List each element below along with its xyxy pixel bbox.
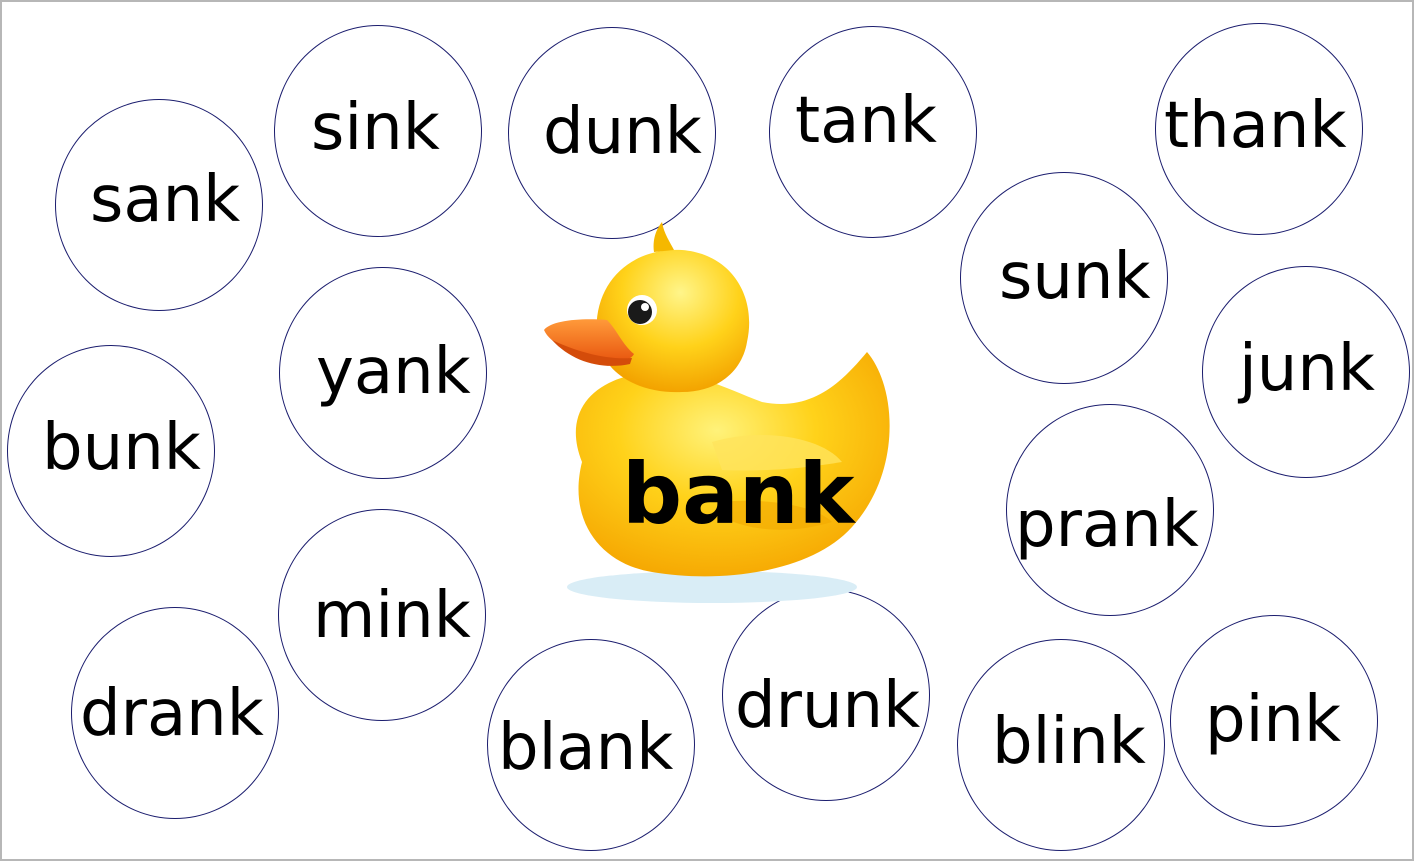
word-circle-bunk[interactable] <box>7 345 215 557</box>
word-label: dunk <box>543 95 702 169</box>
word-label: sink <box>311 91 440 165</box>
center-word: bank <box>622 445 855 543</box>
word-label: yank <box>316 335 471 409</box>
word-circle-thank[interactable] <box>1155 23 1363 235</box>
word-circle-pink[interactable] <box>1170 615 1378 827</box>
word-label: thank <box>1164 89 1347 163</box>
word-circle-tank[interactable] <box>769 26 977 238</box>
word-label: sunk <box>999 240 1151 314</box>
word-circle-prank[interactable] <box>1006 404 1214 616</box>
rubber-duck-icon <box>522 212 922 612</box>
word-label: junk <box>1239 332 1375 406</box>
word-circle-dunk[interactable] <box>508 27 716 239</box>
word-label: mink <box>313 579 471 653</box>
word-circle-yank[interactable] <box>279 267 487 479</box>
word-label: prank <box>1015 488 1199 562</box>
word-label: bunk <box>42 411 201 485</box>
word-label: pink <box>1205 683 1342 757</box>
word-label: blink <box>992 705 1146 779</box>
word-circle-blank[interactable] <box>487 639 695 851</box>
word-label: tank <box>795 84 937 158</box>
word-circle-junk[interactable] <box>1202 266 1410 478</box>
word-circle-sink[interactable] <box>274 25 482 237</box>
word-label: drunk <box>735 669 921 743</box>
word-circle-drank[interactable] <box>71 607 279 819</box>
word-circle-sunk[interactable] <box>960 172 1168 384</box>
word-label: blank <box>498 711 674 785</box>
word-circle-mink[interactable] <box>278 509 486 721</box>
word-label: sank <box>90 163 241 237</box>
word-circle-sank[interactable] <box>55 99 263 311</box>
word-circle-drunk[interactable] <box>722 589 930 801</box>
word-circle-blink[interactable] <box>957 639 1165 851</box>
word-label: drank <box>80 677 264 751</box>
